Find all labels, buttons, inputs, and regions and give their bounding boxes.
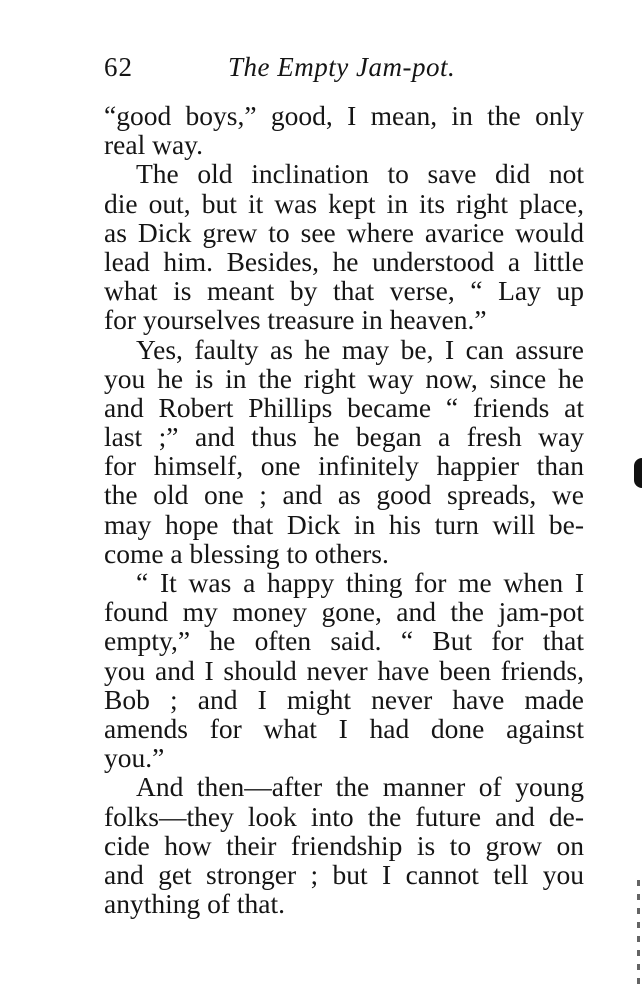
text-line: cide how their friendship is to grow on bbox=[104, 829, 584, 861]
text-line: you he is in the right way now, since he bbox=[104, 362, 584, 394]
text-line: amends for what I had done against bbox=[104, 712, 584, 744]
text-line: may hope that Dick in his turn will be- bbox=[104, 508, 584, 540]
text-line: and Robert Phillips became “ friends at bbox=[104, 391, 584, 423]
text-line: anything of that. bbox=[104, 888, 286, 920]
text-line: lead him. Besides, he understood a little bbox=[104, 245, 584, 277]
text-line: And then—after the manner of young bbox=[136, 771, 584, 803]
text-line: “good boys,” good, I mean, in the only bbox=[104, 100, 584, 131]
text-line: for yourselves treasure in heaven.” bbox=[104, 304, 487, 336]
text-line: you.” bbox=[104, 742, 165, 774]
text-line: real way. bbox=[104, 129, 203, 161]
text-line: Yes, faulty as he may be, I can assure bbox=[136, 333, 584, 365]
text-line: Bob ; and I might never have made bbox=[104, 683, 584, 715]
text-line: come a blessing to others. bbox=[104, 537, 389, 569]
page-number: 62 bbox=[104, 52, 133, 82]
text-line: what is meant by that verse, “ Lay up bbox=[104, 275, 584, 307]
text-line: die out, but it was kept in its right place, bbox=[104, 187, 584, 219]
text-line: folks—they look into the future and de- bbox=[104, 800, 584, 832]
text-line: you and I should never have been friends, bbox=[104, 654, 584, 686]
text-line: for himself, one infinitely happier than bbox=[104, 450, 584, 482]
text-line: the old one ; and as good spreads, we bbox=[104, 479, 584, 511]
text-line: last ;” and thus he began a fresh way bbox=[104, 421, 584, 453]
text-line: found my money gone, and the jam-pot bbox=[104, 596, 584, 628]
body-text bbox=[104, 101, 584, 918]
page-header bbox=[104, 52, 584, 92]
running-title: The Empty Jam-pot. bbox=[228, 52, 456, 82]
scan-edge-mark bbox=[634, 458, 642, 488]
text-line: “ It was a happy thing for me when I bbox=[136, 567, 584, 598]
scan-edge-specks bbox=[637, 880, 640, 990]
text-line: as Dick grew to see where avarice would bbox=[104, 216, 584, 248]
text-line: and get stronger ; but I cannot tell you bbox=[104, 858, 584, 890]
text-line: empty,” he often said. “ But for that bbox=[104, 625, 584, 657]
text-line: The old inclination to save did not bbox=[136, 158, 584, 190]
